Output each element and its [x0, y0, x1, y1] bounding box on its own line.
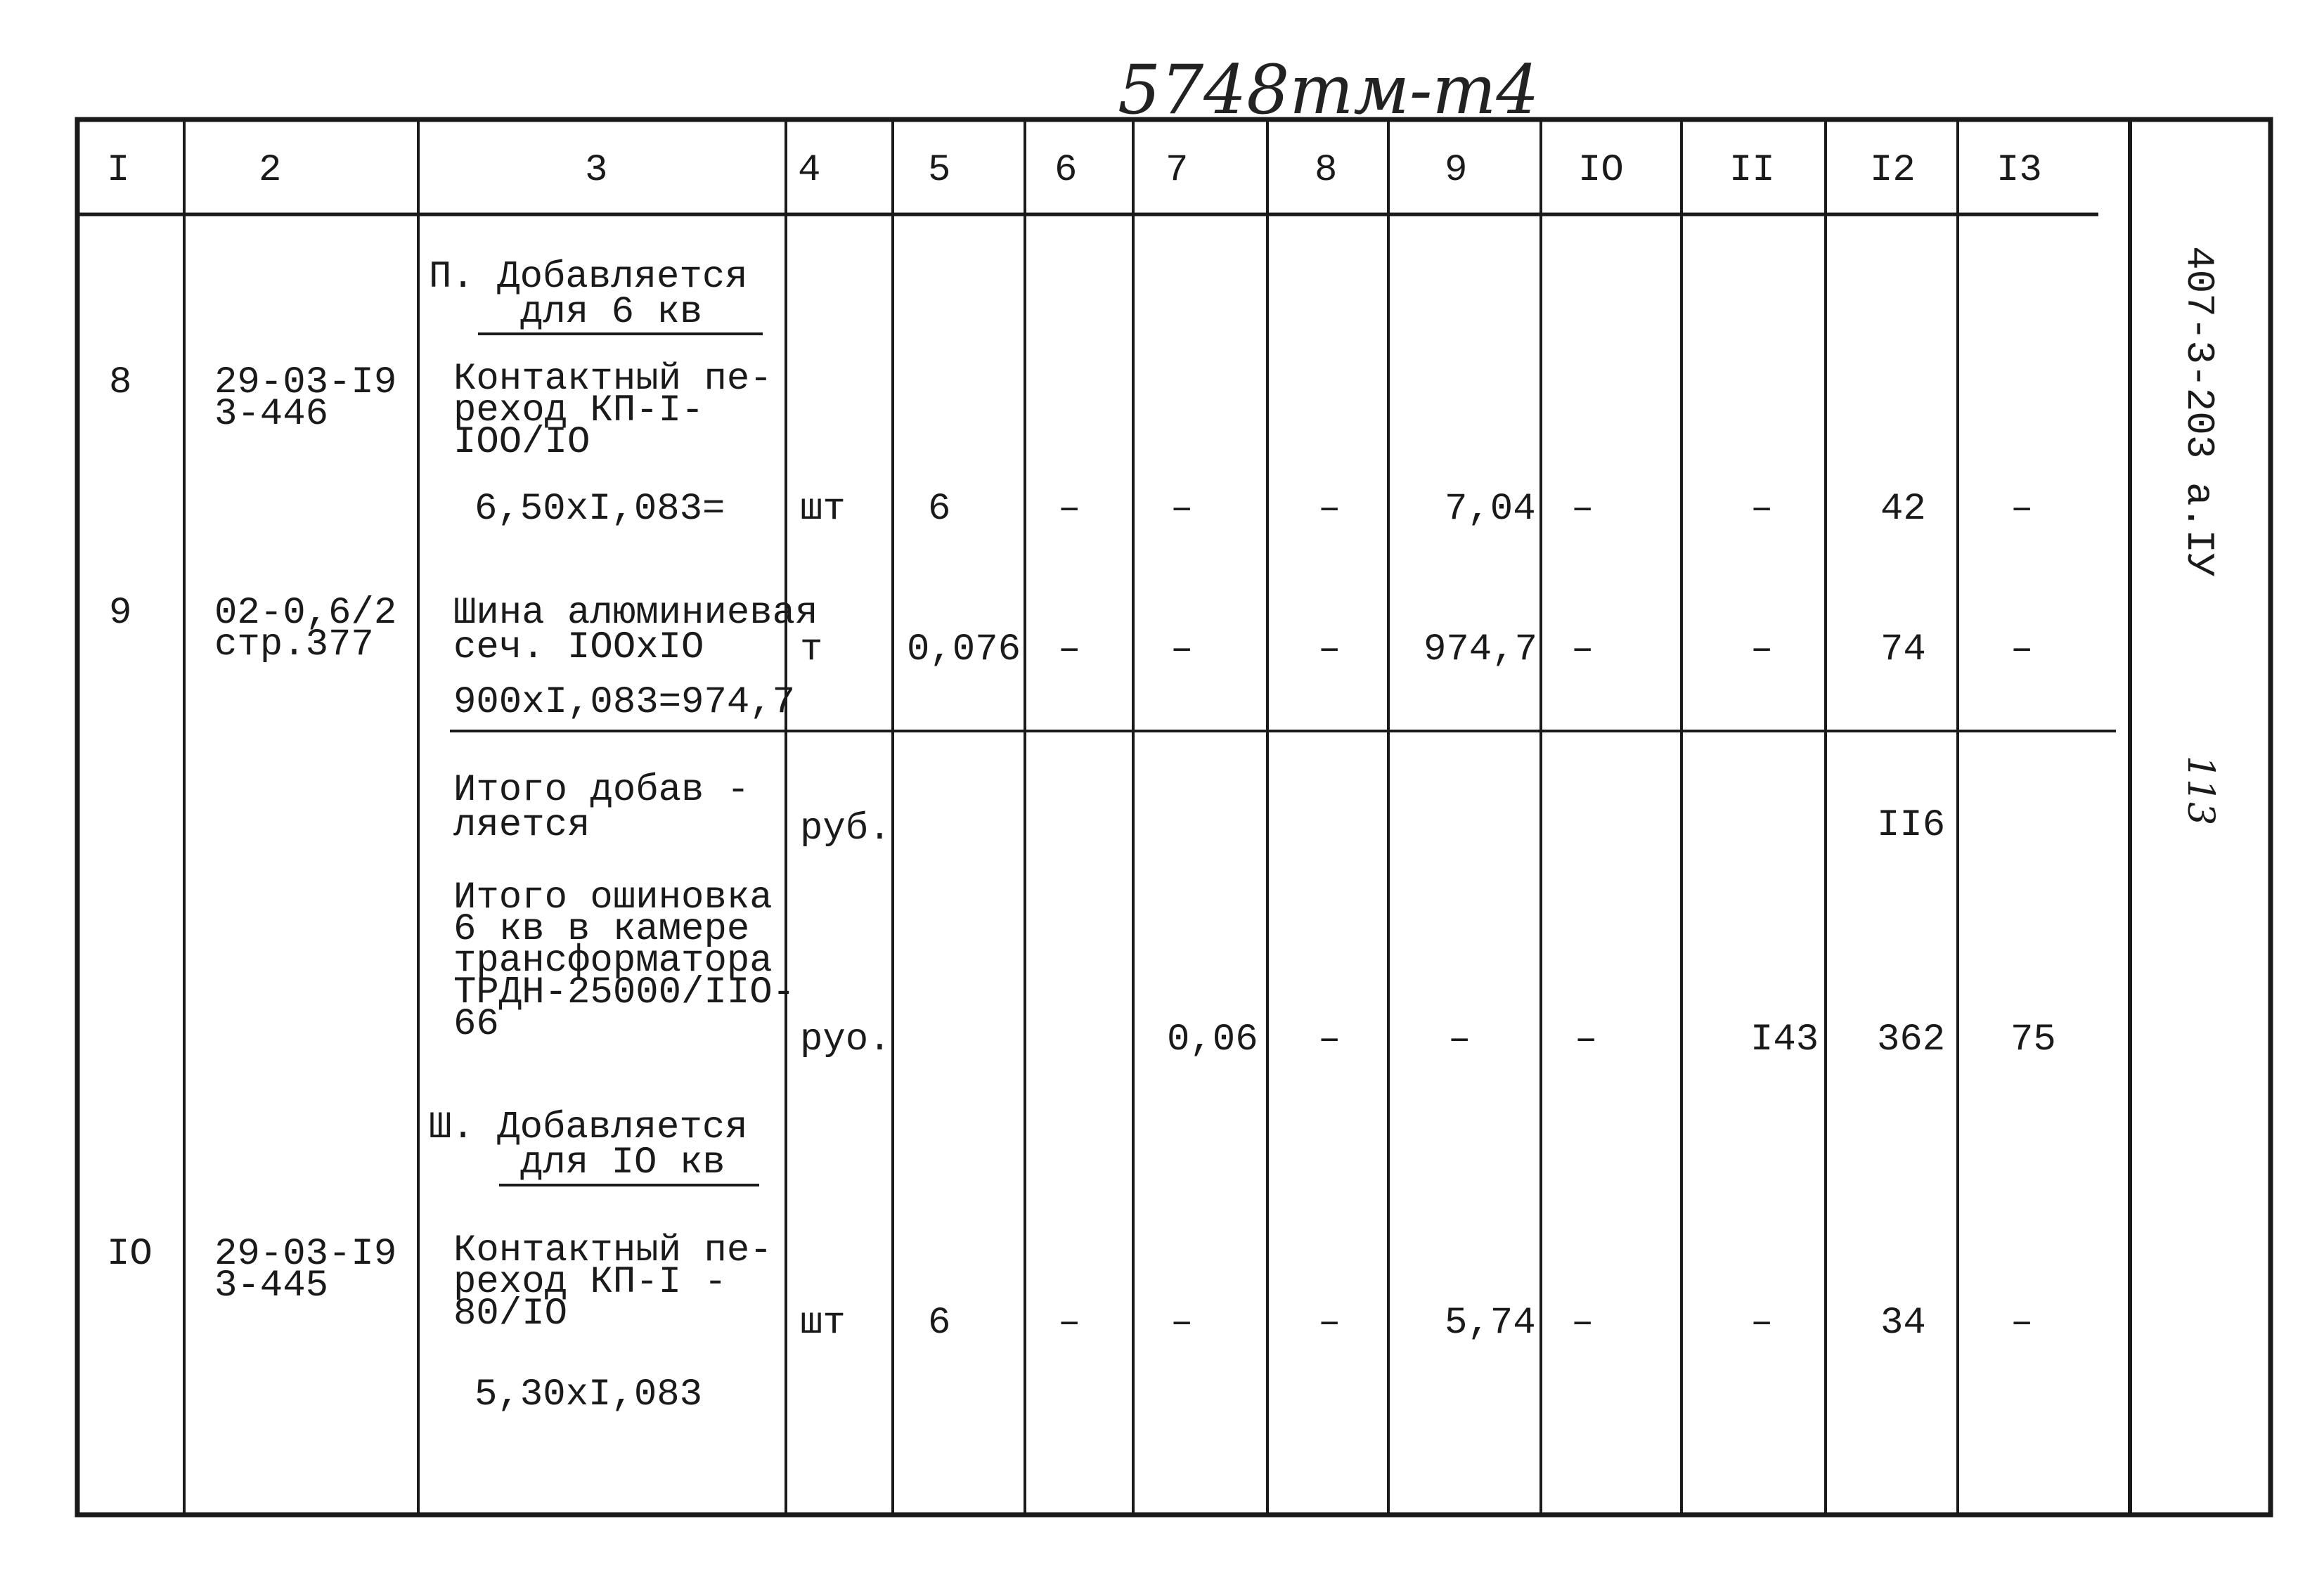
- cell-col-12: 42: [1880, 488, 1926, 531]
- resource-code: 3-446: [214, 393, 329, 436]
- cell-col-11: –: [1750, 628, 1774, 671]
- resource-code: 3-445: [214, 1265, 329, 1307]
- section-heading-line: для 6 кв: [520, 291, 703, 334]
- unit-cell: руо.: [800, 1018, 891, 1061]
- cell-col-11: –: [1750, 488, 1774, 531]
- header-col-2: 2: [259, 149, 282, 192]
- total-label: Итого добав -: [453, 769, 750, 812]
- total-label: ТРДН-25000/IIO-: [453, 971, 796, 1014]
- cell-col-12: II6: [1877, 804, 1946, 847]
- item-calculation: 900хI,083=974,7: [453, 681, 796, 724]
- item-name: IOO/IO: [453, 421, 590, 464]
- total-label: 66: [453, 1003, 499, 1046]
- cell-col-7: –: [1170, 488, 1194, 531]
- unit-cell: т: [800, 628, 823, 671]
- cell-col-11: I43: [1750, 1018, 1819, 1061]
- cell-col-12: 34: [1880, 1302, 1926, 1345]
- cell-col-13: –: [2010, 488, 2034, 531]
- cell-col-12: 362: [1877, 1018, 1946, 1061]
- header-col-4: 4: [798, 149, 821, 192]
- cell-col-6: –: [1058, 628, 1081, 671]
- header-col-11: II: [1729, 149, 1775, 192]
- header-col-8: 8: [1315, 149, 1338, 192]
- total-label: 6 кв в камере: [453, 908, 750, 951]
- page-number: 113: [2179, 756, 2221, 826]
- item-name: Контактный пе-: [453, 1229, 773, 1272]
- item-name: Контактный пе-: [453, 358, 773, 401]
- header-col-13: I3: [1996, 149, 2042, 192]
- header-col-1: I: [107, 149, 130, 192]
- unit-cell: руб.: [800, 808, 891, 851]
- cell-col-9: 7,04: [1445, 488, 1536, 531]
- cell-col-8: –: [1318, 488, 1341, 531]
- section-heading-line: для IO кв: [520, 1142, 725, 1184]
- cell-col-10: –: [1575, 1018, 1598, 1061]
- resource-code: 02-0,6/2: [214, 592, 397, 635]
- header-col-6: 6: [1054, 149, 1078, 192]
- cell-col-8: –: [1318, 1302, 1341, 1345]
- cell-col-6: –: [1058, 488, 1081, 531]
- cell-col-10: –: [1571, 488, 1594, 531]
- item-calculation: 5,30хI,083: [475, 1373, 703, 1416]
- cell-col-8: –: [1318, 628, 1341, 671]
- cell-col-13: 75: [2010, 1018, 2056, 1061]
- cell-col-13: –: [2010, 1302, 2034, 1345]
- resource-code: стр.377: [214, 623, 374, 666]
- header-col-3: 3: [585, 149, 608, 192]
- item-name: Шина алюминиевая: [453, 592, 818, 635]
- item-name: реход КП-I-: [453, 389, 704, 432]
- item-calculation: 6,50хI,083=: [475, 488, 725, 531]
- item-name: реход КП-I -: [453, 1261, 727, 1304]
- header-col-5: 5: [928, 149, 951, 192]
- row-number: 9: [109, 592, 132, 635]
- header-col-9: 9: [1445, 149, 1468, 192]
- total-label: трансформатора: [453, 940, 773, 983]
- cell-col-8: –: [1318, 1018, 1341, 1061]
- cell-col-9: 974,7: [1424, 628, 1538, 671]
- quantity-cell: 0,076: [907, 628, 1021, 671]
- cell-col-11: –: [1750, 1302, 1774, 1345]
- item-name: 80/IO: [453, 1293, 568, 1336]
- document-number: 5748тм-т4: [1118, 51, 1539, 129]
- row-number: 8: [109, 361, 132, 404]
- cell-col-10: –: [1571, 628, 1594, 671]
- item-name: сеч. IOOхIO: [453, 626, 704, 669]
- total-label: ляется: [453, 804, 590, 847]
- cell-col-7: –: [1170, 1302, 1194, 1345]
- cell-col-9: –: [1448, 1018, 1471, 1061]
- unit-cell: шт: [800, 488, 846, 531]
- cell-col-10: –: [1571, 1302, 1594, 1345]
- cell-col-6: –: [1058, 1302, 1081, 1345]
- header-col-12: I2: [1870, 149, 1916, 192]
- cell-col-9: 5,74: [1445, 1302, 1536, 1345]
- unit-cell: шт: [800, 1302, 846, 1345]
- cell-col-12: 74: [1880, 628, 1926, 671]
- header-col-7: 7: [1166, 149, 1189, 192]
- quantity-cell: 6: [928, 1302, 951, 1345]
- resource-code: 29-03-I9: [214, 361, 397, 404]
- section-heading-line: П. Добавляется: [429, 256, 748, 299]
- row-number: IO: [107, 1233, 153, 1276]
- total-label: Итого ошиновка: [453, 877, 773, 919]
- section-heading-line: Ш. Добавляется: [429, 1106, 748, 1149]
- cell-col-7: 0,06: [1167, 1018, 1258, 1061]
- quantity-cell: 6: [928, 488, 951, 531]
- cell-col-7: –: [1170, 628, 1194, 671]
- resource-code: 29-03-I9: [214, 1233, 397, 1276]
- side-document-code: 407-3-203 а.IУ: [2176, 246, 2221, 577]
- header-col-10: IO: [1578, 149, 1624, 192]
- cell-col-13: –: [2010, 628, 2034, 671]
